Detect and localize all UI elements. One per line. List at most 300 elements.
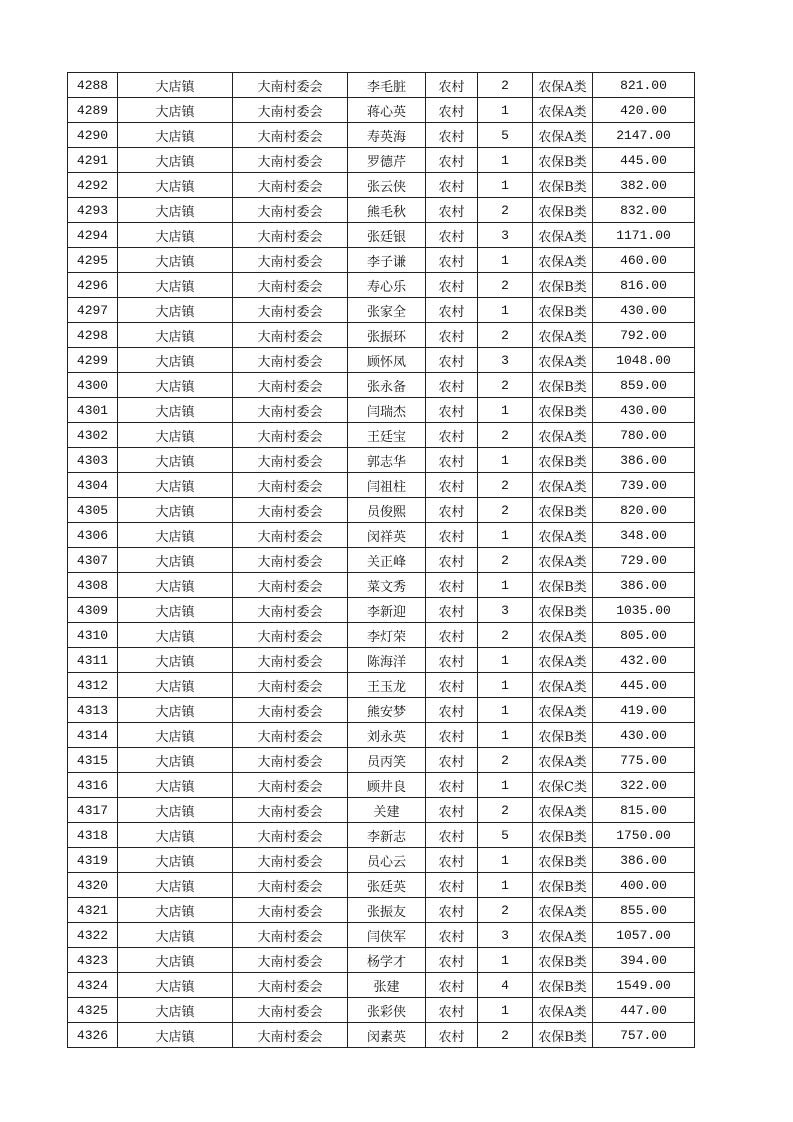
cell-name: 员俊熙 [348,498,426,523]
cell-amount: 1171.00 [593,223,695,248]
cell-amount: 432.00 [593,648,695,673]
cell-village: 大南村委会 [233,73,348,98]
cell-class: 农保A类 [533,798,593,823]
cell-id: 4309 [68,598,118,623]
cell-id: 4318 [68,823,118,848]
cell-count: 1 [478,298,533,323]
cell-type: 农村 [426,498,478,523]
cell-town: 大店镇 [118,898,233,923]
table-row [68,623,695,648]
cell-town: 大店镇 [118,73,233,98]
cell-village: 大南村委会 [233,673,348,698]
cell-name: 熊毛秋 [348,198,426,223]
cell-village: 大南村委会 [233,798,348,823]
cell-count: 1 [478,998,533,1023]
cell-id: 4298 [68,323,118,348]
table-row [68,398,695,423]
cell-name: 蒋心英 [348,98,426,123]
cell-name: 寿英海 [348,123,426,148]
table-row [68,148,695,173]
cell-village: 大南村委会 [233,198,348,223]
cell-name: 寿心乐 [348,273,426,298]
cell-class: 农保A类 [533,473,593,498]
cell-name: 刘永英 [348,723,426,748]
cell-class: 农保A类 [533,998,593,1023]
cell-amount: 386.00 [593,848,695,873]
cell-count: 1 [478,248,533,273]
table-row [68,923,695,948]
table-row [68,198,695,223]
cell-name: 闫瑞杰 [348,398,426,423]
cell-amount: 1057.00 [593,923,695,948]
cell-town: 大店镇 [118,98,233,123]
cell-id: 4314 [68,723,118,748]
cell-village: 大南村委会 [233,873,348,898]
cell-class: 农保A类 [533,898,593,923]
cell-count: 1 [478,173,533,198]
cell-type: 农村 [426,798,478,823]
cell-count: 5 [478,123,533,148]
cell-town: 大店镇 [118,673,233,698]
cell-type: 农村 [426,398,478,423]
cell-village: 大南村委会 [233,448,348,473]
cell-id: 4305 [68,498,118,523]
cell-name: 李毛脏 [348,73,426,98]
cell-village: 大南村委会 [233,323,348,348]
cell-class: 农保A类 [533,248,593,273]
cell-type: 农村 [426,148,478,173]
cell-id: 4303 [68,448,118,473]
cell-type: 农村 [426,548,478,573]
cell-amount: 1048.00 [593,348,695,373]
cell-id: 4311 [68,648,118,673]
cell-amount: 739.00 [593,473,695,498]
cell-amount: 821.00 [593,73,695,98]
table-row [68,473,695,498]
cell-type: 农村 [426,748,478,773]
cell-count: 2 [478,898,533,923]
cell-amount: 2147.00 [593,123,695,148]
cell-class: 农保B类 [533,598,593,623]
cell-count: 2 [478,498,533,523]
table-row [68,298,695,323]
table-row [68,823,695,848]
cell-id: 4295 [68,248,118,273]
cell-class: 农保A类 [533,323,593,348]
cell-id: 4307 [68,548,118,573]
cell-count: 1 [478,523,533,548]
cell-type: 农村 [426,473,478,498]
cell-town: 大店镇 [118,498,233,523]
cell-amount: 394.00 [593,948,695,973]
cell-class: 农保B类 [533,398,593,423]
table-row [68,573,695,598]
cell-name: 菜文秀 [348,573,426,598]
cell-class: 农保A类 [533,223,593,248]
cell-village: 大南村委会 [233,823,348,848]
cell-village: 大南村委会 [233,523,348,548]
cell-count: 2 [478,423,533,448]
cell-town: 大店镇 [118,223,233,248]
cell-town: 大店镇 [118,998,233,1023]
cell-count: 2 [478,548,533,573]
cell-type: 农村 [426,723,478,748]
cell-village: 大南村委会 [233,973,348,998]
cell-village: 大南村委会 [233,998,348,1023]
cell-town: 大店镇 [118,123,233,148]
cell-id: 4300 [68,373,118,398]
cell-amount: 419.00 [593,698,695,723]
cell-town: 大店镇 [118,973,233,998]
cell-amount: 1750.00 [593,823,695,848]
cell-town: 大店镇 [118,948,233,973]
cell-count: 1 [478,398,533,423]
cell-count: 2 [478,273,533,298]
cell-id: 4290 [68,123,118,148]
cell-id: 4306 [68,523,118,548]
table-row [68,98,695,123]
cell-name: 顾井良 [348,773,426,798]
cell-village: 大南村委会 [233,273,348,298]
cell-class: 农保A类 [533,98,593,123]
cell-id: 4322 [68,923,118,948]
cell-village: 大南村委会 [233,123,348,148]
cell-id: 4323 [68,948,118,973]
cell-village: 大南村委会 [233,773,348,798]
cell-id: 4321 [68,898,118,923]
cell-class: 农保B类 [533,448,593,473]
cell-count: 1 [478,573,533,598]
cell-name: 杨学才 [348,948,426,973]
cell-count: 4 [478,973,533,998]
cell-amount: 386.00 [593,448,695,473]
cell-type: 农村 [426,773,478,798]
cell-village: 大南村委会 [233,498,348,523]
cell-count: 1 [478,773,533,798]
cell-count: 2 [478,373,533,398]
cell-village: 大南村委会 [233,648,348,673]
cell-village: 大南村委会 [233,923,348,948]
cell-id: 4297 [68,298,118,323]
table-row [68,873,695,898]
cell-count: 1 [478,848,533,873]
cell-amount: 445.00 [593,673,695,698]
table-row [68,798,695,823]
cell-village: 大南村委会 [233,1023,348,1048]
cell-village: 大南村委会 [233,223,348,248]
cell-village: 大南村委会 [233,348,348,373]
cell-type: 农村 [426,423,478,448]
cell-count: 3 [478,923,533,948]
table-row [68,848,695,873]
table-row [68,448,695,473]
cell-town: 大店镇 [118,748,233,773]
cell-village: 大南村委会 [233,748,348,773]
cell-amount: 757.00 [593,1023,695,1048]
cell-class: 农保A类 [533,348,593,373]
cell-name: 罗德芹 [348,148,426,173]
cell-id: 4296 [68,273,118,298]
table-row [68,423,695,448]
cell-name: 闵素英 [348,1023,426,1048]
cell-name: 闵祥英 [348,523,426,548]
cell-class: 农保B类 [533,298,593,323]
cell-count: 1 [478,148,533,173]
cell-class: 农保B类 [533,873,593,898]
cell-class: 农保B类 [533,373,593,398]
cell-class: 农保A类 [533,648,593,673]
cell-class: 农保B类 [533,1023,593,1048]
cell-class: 农保A类 [533,423,593,448]
cell-name: 张廷银 [348,223,426,248]
cell-id: 4317 [68,798,118,823]
table-row [68,273,695,298]
cell-id: 4299 [68,348,118,373]
cell-village: 大南村委会 [233,423,348,448]
cell-town: 大店镇 [118,698,233,723]
cell-id: 4292 [68,173,118,198]
cell-id: 4308 [68,573,118,598]
cell-town: 大店镇 [118,448,233,473]
cell-count: 5 [478,823,533,848]
cell-amount: 382.00 [593,173,695,198]
cell-type: 农村 [426,673,478,698]
cell-name: 李子谦 [348,248,426,273]
cell-id: 4302 [68,423,118,448]
cell-amount: 430.00 [593,398,695,423]
cell-type: 农村 [426,348,478,373]
cell-village: 大南村委会 [233,623,348,648]
cell-village: 大南村委会 [233,548,348,573]
cell-type: 农村 [426,523,478,548]
subsidy-table [67,72,695,1048]
cell-count: 3 [478,223,533,248]
cell-type: 农村 [426,248,478,273]
cell-type: 农村 [426,1023,478,1048]
cell-town: 大店镇 [118,473,233,498]
cell-amount: 1035.00 [593,598,695,623]
cell-village: 大南村委会 [233,573,348,598]
cell-village: 大南村委会 [233,148,348,173]
cell-town: 大店镇 [118,248,233,273]
cell-name: 张彩侠 [348,998,426,1023]
cell-town: 大店镇 [118,373,233,398]
cell-type: 农村 [426,198,478,223]
cell-name: 关建 [348,798,426,823]
cell-type: 农村 [426,573,478,598]
cell-count: 2 [478,623,533,648]
cell-class: 农保A类 [533,523,593,548]
cell-village: 大南村委会 [233,848,348,873]
cell-amount: 820.00 [593,498,695,523]
table-row [68,723,695,748]
cell-type: 农村 [426,123,478,148]
cell-name: 张云侠 [348,173,426,198]
cell-town: 大店镇 [118,773,233,798]
cell-count: 2 [478,198,533,223]
table-row [68,123,695,148]
cell-village: 大南村委会 [233,173,348,198]
cell-amount: 780.00 [593,423,695,448]
cell-amount: 420.00 [593,98,695,123]
cell-town: 大店镇 [118,523,233,548]
cell-id: 4320 [68,873,118,898]
cell-amount: 348.00 [593,523,695,548]
cell-name: 张廷英 [348,873,426,898]
cell-count: 1 [478,673,533,698]
cell-village: 大南村委会 [233,598,348,623]
cell-name: 郭志华 [348,448,426,473]
cell-name: 闫侠军 [348,923,426,948]
cell-count: 1 [478,723,533,748]
cell-class: 农保B类 [533,823,593,848]
cell-id: 4301 [68,398,118,423]
cell-name: 王廷宝 [348,423,426,448]
cell-id: 4288 [68,73,118,98]
cell-class: 农保A类 [533,548,593,573]
cell-town: 大店镇 [118,648,233,673]
cell-town: 大店镇 [118,198,233,223]
cell-name: 李新志 [348,823,426,848]
cell-town: 大店镇 [118,298,233,323]
cell-amount: 430.00 [593,298,695,323]
cell-village: 大南村委会 [233,373,348,398]
cell-class: 农保A类 [533,623,593,648]
cell-town: 大店镇 [118,323,233,348]
cell-town: 大店镇 [118,598,233,623]
cell-class: 农保B类 [533,948,593,973]
cell-count: 2 [478,473,533,498]
cell-type: 农村 [426,448,478,473]
cell-count: 2 [478,798,533,823]
cell-class: 农保B类 [533,973,593,998]
table-row [68,348,695,373]
cell-id: 4319 [68,848,118,873]
cell-count: 1 [478,698,533,723]
table-row [68,998,695,1023]
cell-name: 闫祖柱 [348,473,426,498]
cell-village: 大南村委会 [233,248,348,273]
cell-type: 农村 [426,923,478,948]
cell-class: 农保A类 [533,673,593,698]
cell-town: 大店镇 [118,173,233,198]
table-row [68,548,695,573]
cell-town: 大店镇 [118,823,233,848]
cell-type: 农村 [426,223,478,248]
table-row [68,498,695,523]
cell-id: 4315 [68,748,118,773]
cell-amount: 855.00 [593,898,695,923]
cell-id: 4310 [68,623,118,648]
cell-town: 大店镇 [118,273,233,298]
table-row [68,73,695,98]
cell-town: 大店镇 [118,573,233,598]
cell-class: 农保B类 [533,848,593,873]
cell-town: 大店镇 [118,1023,233,1048]
cell-count: 1 [478,98,533,123]
cell-amount: 792.00 [593,323,695,348]
table-row [68,223,695,248]
cell-amount: 430.00 [593,723,695,748]
cell-type: 农村 [426,323,478,348]
table-row [68,698,695,723]
cell-id: 4294 [68,223,118,248]
cell-class: 农保A类 [533,73,593,98]
cell-type: 农村 [426,998,478,1023]
cell-type: 农村 [426,823,478,848]
cell-town: 大店镇 [118,548,233,573]
cell-class: 农保A类 [533,698,593,723]
cell-village: 大南村委会 [233,98,348,123]
cell-class: 农保B类 [533,723,593,748]
cell-count: 2 [478,323,533,348]
cell-id: 4316 [68,773,118,798]
cell-amount: 447.00 [593,998,695,1023]
cell-town: 大店镇 [118,923,233,948]
cell-id: 4324 [68,973,118,998]
cell-count: 1 [478,873,533,898]
cell-type: 农村 [426,98,478,123]
cell-town: 大店镇 [118,398,233,423]
cell-id: 4304 [68,473,118,498]
cell-type: 农村 [426,898,478,923]
table-row [68,773,695,798]
table-row [68,973,695,998]
cell-class: 农保B类 [533,498,593,523]
cell-village: 大南村委会 [233,473,348,498]
cell-name: 关正峰 [348,548,426,573]
cell-amount: 445.00 [593,148,695,173]
cell-amount: 816.00 [593,273,695,298]
cell-id: 4291 [68,148,118,173]
cell-class: 农保B类 [533,273,593,298]
cell-id: 4289 [68,98,118,123]
cell-amount: 859.00 [593,373,695,398]
cell-village: 大南村委会 [233,698,348,723]
cell-type: 农村 [426,973,478,998]
cell-name: 员丙笑 [348,748,426,773]
cell-name: 张家全 [348,298,426,323]
cell-count: 2 [478,1023,533,1048]
cell-amount: 386.00 [593,573,695,598]
cell-town: 大店镇 [118,873,233,898]
cell-village: 大南村委会 [233,898,348,923]
cell-village: 大南村委会 [233,723,348,748]
cell-class: 农保B类 [533,198,593,223]
cell-name: 张建 [348,973,426,998]
cell-type: 农村 [426,73,478,98]
cell-village: 大南村委会 [233,298,348,323]
cell-amount: 460.00 [593,248,695,273]
table-row [68,948,695,973]
cell-amount: 815.00 [593,798,695,823]
cell-name: 张永备 [348,373,426,398]
cell-type: 农村 [426,948,478,973]
cell-id: 4293 [68,198,118,223]
cell-class: 农保A类 [533,923,593,948]
cell-class: 农保C类 [533,773,593,798]
cell-id: 4325 [68,998,118,1023]
cell-count: 2 [478,748,533,773]
cell-id: 4326 [68,1023,118,1048]
cell-type: 农村 [426,598,478,623]
cell-id: 4312 [68,673,118,698]
cell-type: 农村 [426,373,478,398]
cell-name: 顾怀凤 [348,348,426,373]
cell-town: 大店镇 [118,348,233,373]
cell-count: 1 [478,448,533,473]
cell-type: 农村 [426,873,478,898]
